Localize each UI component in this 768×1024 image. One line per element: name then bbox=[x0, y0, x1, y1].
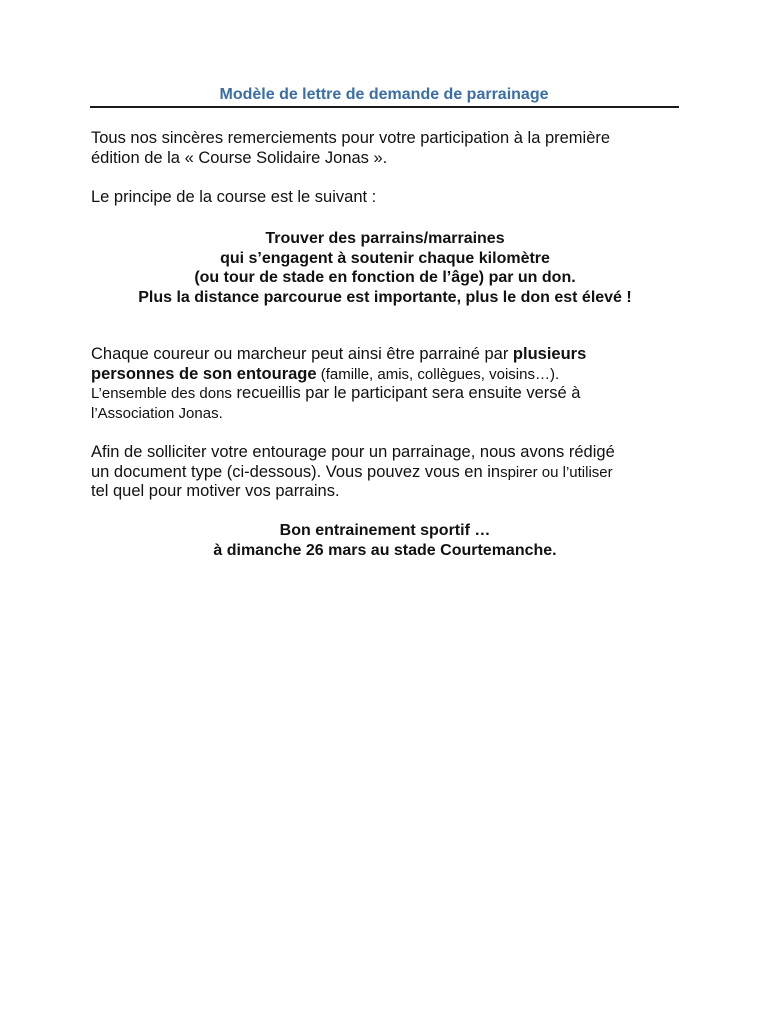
highlight-line-1: Trouver des parrains/marraines bbox=[265, 230, 505, 247]
closing-line-2: à dimanche 26 mars au stade Courtemanche. bbox=[213, 541, 557, 559]
sponsorship-paragraph bbox=[91, 345, 691, 423]
highlight-line-3: (ou tour de stade en fonction de l’âge) par un don. bbox=[194, 269, 576, 286]
template-paragraph bbox=[91, 443, 691, 502]
highlight-line-4: Plus la distance parcourue est importante, plus le don est élevé ! bbox=[138, 288, 632, 306]
document-title: Modèle de lettre de demande de parrainage bbox=[219, 86, 549, 103]
principle-line: Le principe de la course est le suivant : bbox=[91, 188, 377, 206]
intro-line-2: édition de la « Course Solidaire Jonas ». bbox=[91, 148, 388, 167]
sponsorship-text-2: (famille, amis, collègues, voisins…). bbox=[316, 365, 560, 383]
intro-paragraph bbox=[91, 129, 691, 168]
closing-line-1: Bon entrainement sportif … bbox=[279, 522, 491, 539]
sponsorship-text-1: Chaque coureur ou marcheur peut ainsi être parrainé par bbox=[91, 345, 513, 363]
template-line-2b: spirer ou l’utiliser bbox=[500, 463, 613, 481]
sponsorship-text-5: l’Association Jonas. bbox=[91, 404, 223, 422]
highlight-line-2: qui s’engagent à soutenir chaque kilomètre bbox=[220, 249, 550, 267]
template-line-2a: un document type (ci-dessous). Vous pouvez vous en in bbox=[91, 462, 501, 481]
sponsorship-text-3: L’ensemble des dons bbox=[91, 385, 232, 402]
template-line-1: Afin de solliciter votre entourage pour un parrainage, nous avons rédigé bbox=[91, 443, 615, 461]
title-underline bbox=[90, 106, 679, 108]
closing-block bbox=[90, 521, 680, 560]
sponsorship-emphasis-2: personnes de son entourage bbox=[91, 364, 317, 383]
template-line-3: tel quel pour motiver vos parrains. bbox=[91, 482, 340, 500]
intro-line-1: Tous nos sincères remerciements pour votre participation à la première bbox=[91, 129, 611, 147]
highlight-block bbox=[90, 229, 680, 307]
sponsorship-text-4: recueillis par le participant sera ensuite versé à bbox=[231, 384, 581, 402]
sponsorship-emphasis-1: plusieurs bbox=[512, 345, 587, 363]
